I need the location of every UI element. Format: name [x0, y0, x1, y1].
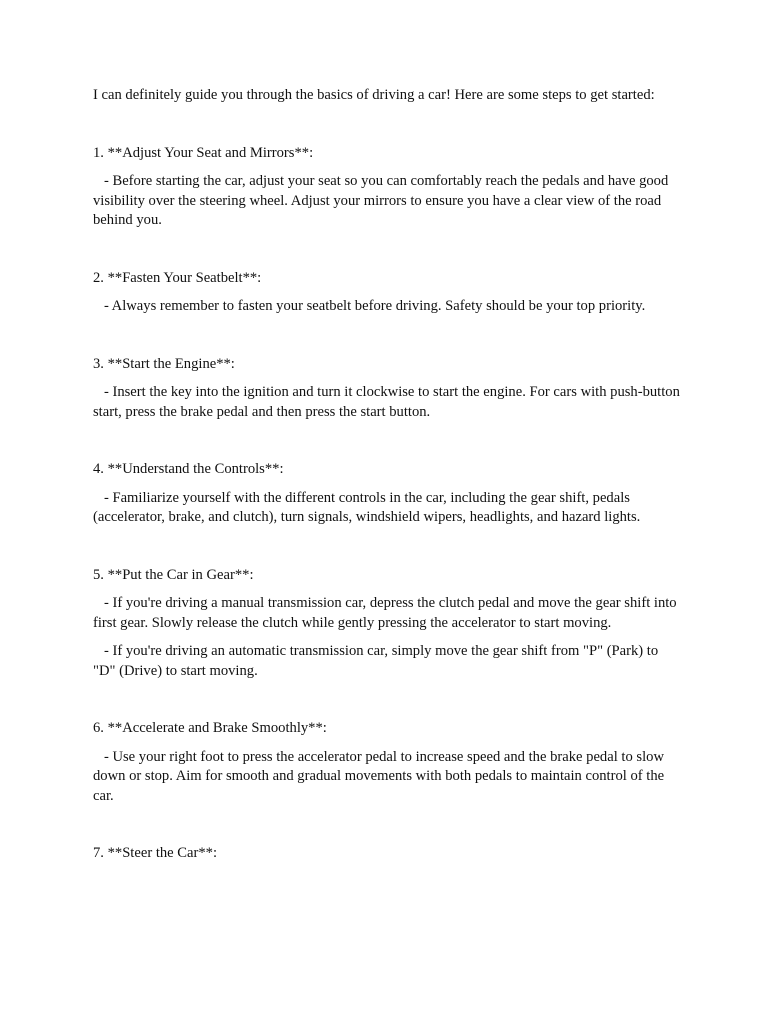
document-page — [93, 86, 683, 902]
step-title: 5. **Put the Car in Gear**: — [93, 566, 254, 583]
step-detail: - Use your right foot to press the accelerator pedal to increase speed and the brake pedal to slow down or stop. Aim for smooth and gradual movements with both pedals to maintain control of the car. — [93, 748, 668, 804]
step-put-car-in-gear — [93, 566, 683, 682]
intro-paragraph: I can definitely guide you through the basics of driving a car! Here are some steps to get started: — [93, 87, 655, 103]
step-title: 4. **Understand the Controls**: — [93, 461, 284, 477]
step-detail: - Insert the key into the ignition and turn it clockwise to start the engine. For cars with push-button start, press the brake pedal and then press the start button. — [93, 384, 684, 420]
step-detail: - Familiarize yourself with the different controls in the car, including the gear shift, pedals (accelerator, brake, and clutch), turn signals, windshield wipers, headlights, and hazard lights. — [93, 489, 641, 525]
step-start-engine — [93, 355, 683, 423]
step-detail: - Before starting the car, adjust your seat so you can comfortably reach the pedals and have good visibility over the steering wheel. Adjust your mirrors to ensure you have a clear view of the road behind you. — [93, 173, 672, 228]
step-title: 6. **Accelerate and Brake Smoothly**: — [93, 720, 327, 736]
step-detail: - If you're driving a manual transmission car, depress the clutch pedal and move the gear shift into first gear. Slowly release the clutch while gently pressing the accelerator to start moving. — [93, 595, 681, 631]
step-understand-controls — [93, 460, 683, 528]
step-accelerate-brake — [93, 719, 683, 806]
step-detail: - If you're driving an automatic transmission car, simply move the gear shift from "P" (Park) to "D" (Drive) to start moving. — [93, 643, 662, 679]
step-detail: - Always remember to fasten your seatbelt before driving. Safety should be your top priority. — [93, 298, 646, 314]
step-title: 7. **Steer the Car**: — [93, 845, 218, 861]
step-title: 1. **Adjust Your Seat and Mirrors**: — [93, 144, 314, 161]
step-title: 2. **Fasten Your Seatbelt**: — [93, 269, 262, 286]
step-adjust-seat-mirrors — [93, 144, 683, 231]
step-title: 3. **Start the Engine**: — [93, 355, 235, 372]
step-fasten-seatbelt — [93, 269, 683, 317]
step-steer-car — [93, 844, 683, 864]
